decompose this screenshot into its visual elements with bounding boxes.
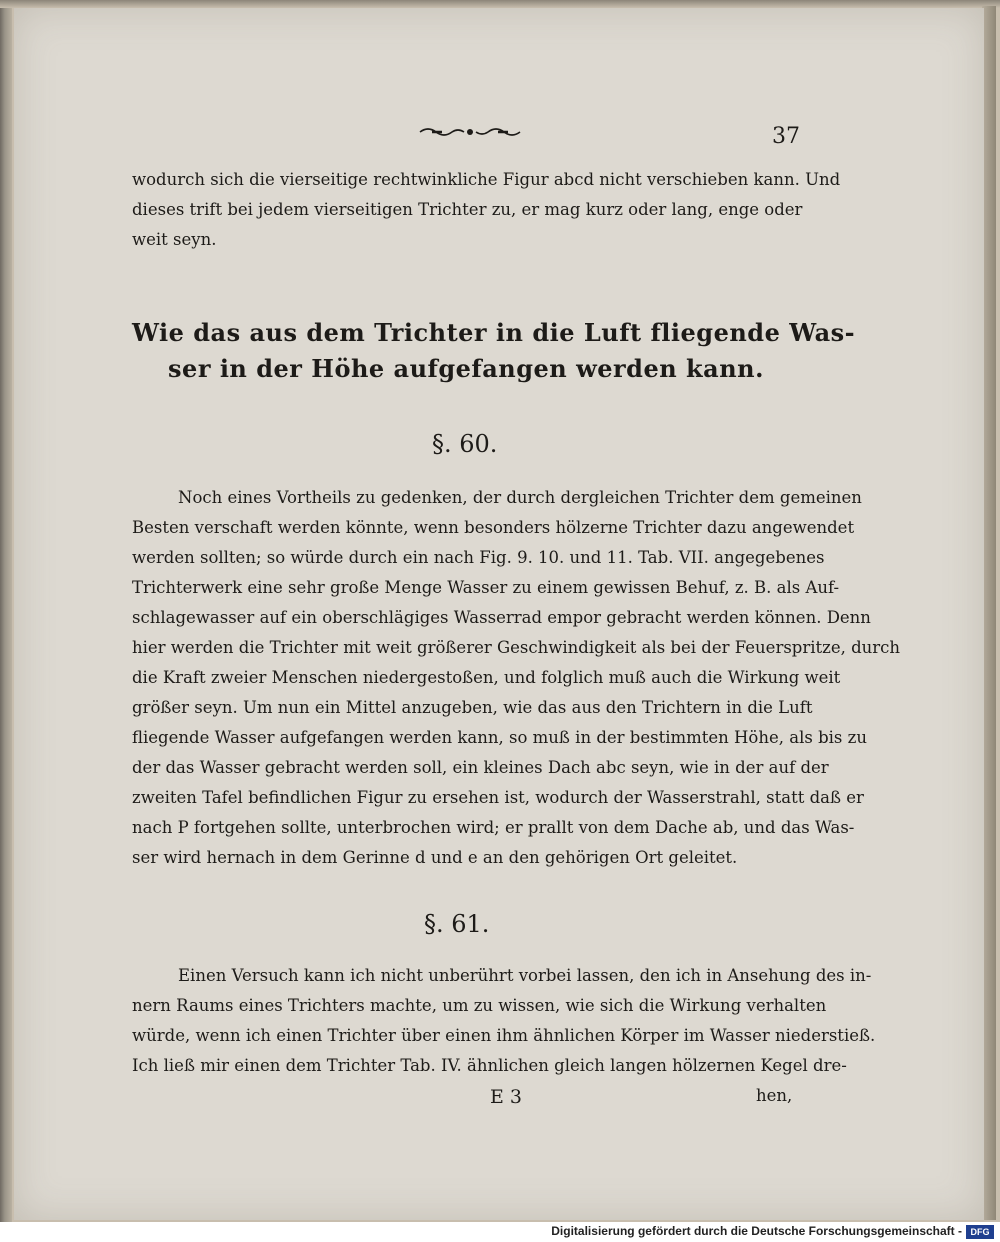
paragraph-line: fliegende Wasser aufgefangen werden kann, so muß in der bestimmten Höhe, als bis zu bbox=[132, 728, 867, 747]
paragraph-line: Besten verschaft werden könnte, wenn besonders hölzerne Trichter dazu angewendet bbox=[132, 518, 855, 537]
digitization-credit: Digitalisierung gefördert durch die Deutsche Forschungsgemeinschaft - bbox=[551, 1224, 962, 1238]
paragraph-line: ser wird hernach in dem Gerinne d und e an den gehörigen Ort geleitet. bbox=[132, 848, 738, 867]
intro-line: weit seyn. bbox=[132, 230, 217, 249]
paragraph-line: Ich ließ mir einen dem Trichter Tab. IV. ähnlichen gleich langen hölzernen Kegel dre- bbox=[132, 1056, 847, 1075]
paragraph-line: nach P fortgehen sollte, unterbrochen wird; er prallt von dem Dache ab, und das Was- bbox=[132, 818, 855, 837]
paragraph-line: schlagewasser auf ein oberschlägiges Wasserrad empor gebracht werden können. Denn bbox=[132, 608, 871, 627]
dfg-logo: DFG bbox=[966, 1225, 994, 1239]
section-heading-line2: ser in der Höhe aufgefangen werden kann. bbox=[168, 354, 764, 383]
paragraph-line: werden sollten; so würde durch ein nach Fig. 9. 10. und 11. Tab. VII. angegebenes bbox=[132, 548, 825, 567]
paragraph-line: würde, wenn ich einen Trichter über einen ihm ähnlichen Körper im Wasser niederstieß. bbox=[132, 1026, 876, 1045]
book-top-edge bbox=[0, 0, 1000, 8]
paragraph-line: die Kraft zweier Menschen niedergestoßen, und folglich muß auch die Wirkung weit bbox=[132, 668, 841, 687]
section-60-label: §. 60. bbox=[432, 430, 498, 458]
paragraph-line: nern Raums eines Trichters machte, um zu wissen, wie sich die Wirkung verhalten bbox=[132, 996, 827, 1015]
intro-line: wodurch sich die vierseitige rechtwinkliche Figur abcd nicht verschieben kann. Und bbox=[132, 170, 841, 189]
page-number: 37 bbox=[772, 124, 800, 149]
paragraph-line: Noch eines Vortheils zu gedenken, der durch dergleichen Trichter dem gemeinen bbox=[178, 488, 862, 507]
catchword: hen, bbox=[756, 1086, 793, 1105]
paragraph-line: Einen Versuch kann ich nicht unberührt vorbei lassen, den ich in Ansehung des in- bbox=[178, 966, 872, 985]
paragraph-line: hier werden die Trichter mit weit größerer Geschwindigkeit als bei der Feuerspritze, durch bbox=[132, 638, 901, 657]
signature-mark: E 3 bbox=[490, 1086, 522, 1108]
paragraph-line: größer seyn. Um nun ein Mittel anzugeben, wie das aus den Trichtern in die Luft bbox=[132, 698, 813, 717]
header-ornament-icon bbox=[418, 124, 522, 140]
paragraph-line: der das Wasser gebracht werden soll, ein kleines Dach abc seyn, wie in der auf der bbox=[132, 758, 829, 777]
section-61-label: §. 61. bbox=[424, 910, 490, 938]
section-heading-line1: Wie das aus dem Trichter in die Luft fliegende Was- bbox=[132, 318, 856, 347]
intro-line: dieses trift bei jedem vierseitigen Trichter zu, er mag kurz oder lang, enge oder bbox=[132, 200, 803, 219]
page-right-edge bbox=[982, 6, 996, 1220]
paragraph-line: Trichterwerk eine sehr große Menge Wasser zu einem gewissen Behuf, z. B. als Auf- bbox=[132, 578, 840, 597]
paragraph-line: zweiten Tafel befindlichen Figur zu ersehen ist, wodurch der Wasserstrahl, statt daß er bbox=[132, 788, 864, 807]
book-spine-edge bbox=[0, 0, 12, 1222]
